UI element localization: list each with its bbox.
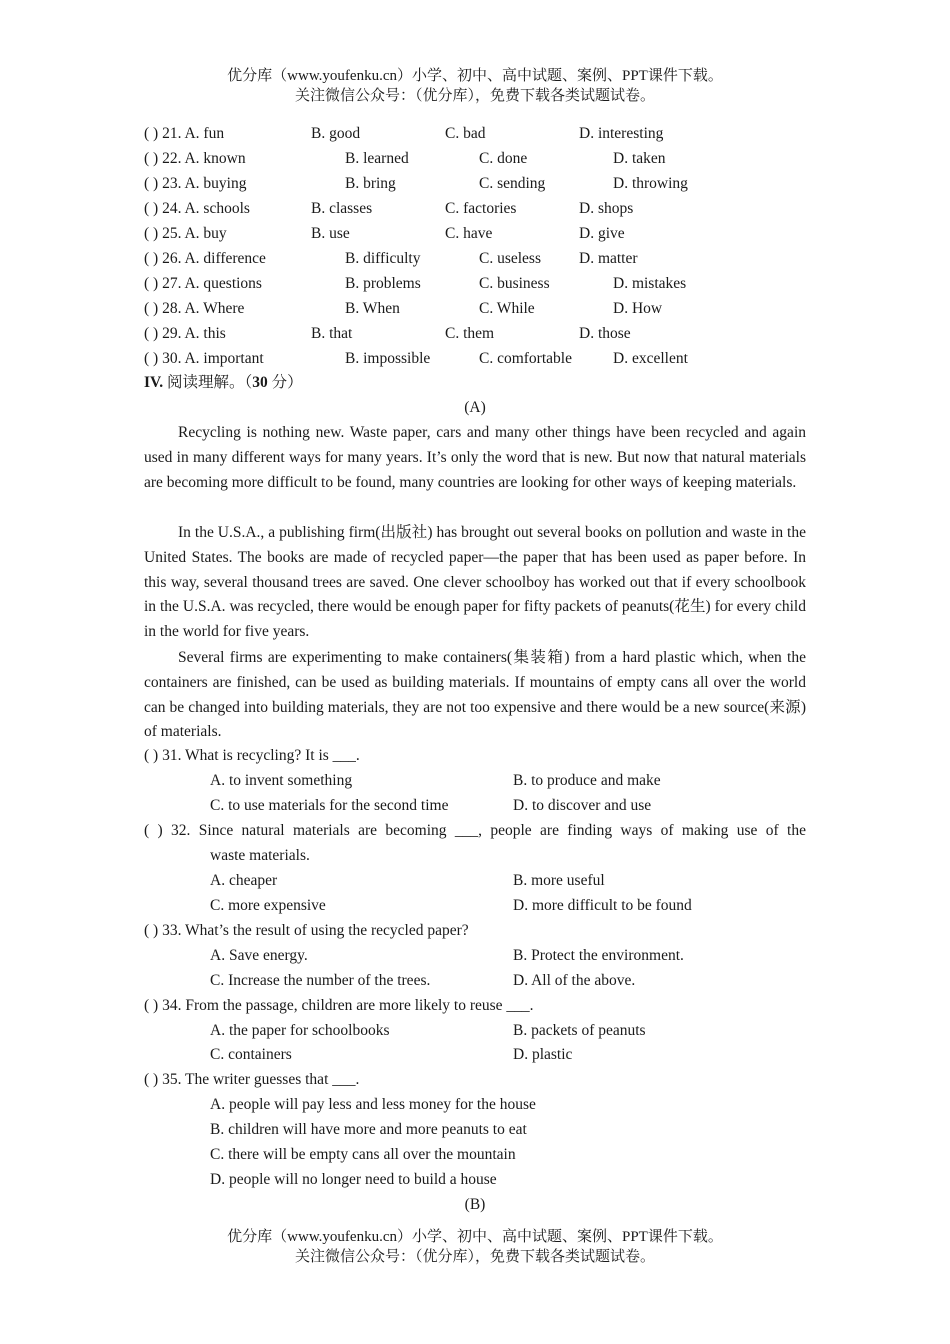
question-34-option-a: A. the paper for schoolbooks xyxy=(210,1022,390,1039)
cloze-option-b: B. difficulty xyxy=(345,250,421,267)
cloze-option-d: D. matter xyxy=(579,250,638,267)
cloze-question-row xyxy=(0,274,950,299)
question-34-option-c: C. containers xyxy=(210,1046,292,1063)
cloze-option-d: D. interesting xyxy=(579,125,664,142)
question-32-option-c: C. more expensive xyxy=(210,897,326,914)
cloze-option-c: C. bad xyxy=(445,125,486,142)
cloze-option-d: D. throwing xyxy=(613,175,688,192)
question-33-option-c: C. Increase the number of the trees. xyxy=(210,972,431,989)
cloze-question-row xyxy=(0,124,950,149)
question-33-option-d: D. All of the above. xyxy=(513,972,636,989)
question-35-option-d: D. people will no longer need to build a house xyxy=(210,1171,497,1188)
section-score: 30 xyxy=(252,374,268,391)
cloze-question-row xyxy=(0,224,950,249)
cloze-option-b: B. classes xyxy=(311,200,373,217)
question-31-option-c: C. to use materials for the second time xyxy=(210,797,449,814)
cloze-option-c: C. sending xyxy=(479,175,546,192)
paragraph-text: Several firms are experimenting to make containers(集装箱) from a hard plastic which, when the containers are finished, can be used as building materials. If mountains of empty cans all over the world can be changed into building materials, they are not too expensive and there would be a new source(来源) of materials. xyxy=(144,649,806,741)
cloze-option-c: C. While xyxy=(479,300,535,317)
header-line-2: 关注微信公众号：（优分库），免费下载各类试题试卷。 xyxy=(294,88,655,104)
cloze-question-number-option-a: ( ) 29. A. this xyxy=(144,325,226,342)
question-33-option-a: A. Save energy. xyxy=(210,947,308,964)
cloze-question-number-option-a: ( ) 30. A. important xyxy=(144,350,264,367)
section-title: 阅读理解。（ xyxy=(163,374,253,391)
passage-a-paragraph-3 xyxy=(144,646,806,745)
footer-line-2: 关注微信公众号：（优分库），免费下载各类试题试卷。 xyxy=(294,1249,655,1265)
cloze-option-d: D. give xyxy=(579,225,625,242)
cloze-option-c: C. them xyxy=(445,325,495,342)
question-32-stem-continued: waste materials. xyxy=(210,847,310,864)
cloze-option-c: C. business xyxy=(479,275,550,292)
cloze-option-b: B. good xyxy=(311,125,361,142)
question-32-stem: ( ) 32. Since natural materials are becoming ___, people are finding ways of making use of the xyxy=(144,822,806,839)
cloze-option-d: D. shops xyxy=(579,200,634,217)
cloze-option-d: D. mistakes xyxy=(613,275,687,292)
cloze-question-row xyxy=(0,199,950,224)
cloze-option-b: B. When xyxy=(345,300,400,317)
passage-a-paragraph-2 xyxy=(144,521,806,645)
cloze-question-number-option-a: ( ) 28. A. Where xyxy=(144,300,245,317)
cloze-option-b: B. problems xyxy=(345,275,421,292)
section-iv-heading xyxy=(144,373,303,393)
cloze-option-d: D. those xyxy=(579,325,631,342)
cloze-option-b: B. bring xyxy=(345,175,396,192)
cloze-question-number-option-a: ( ) 23. A. buying xyxy=(144,175,247,192)
question-33-option-b: B. Protect the environment. xyxy=(513,947,684,964)
cloze-question-row xyxy=(0,174,950,199)
passage-a-paragraph-1 xyxy=(144,421,806,495)
cloze-question-row xyxy=(0,349,950,374)
question-35-option-b: B. children will have more and more peanuts to eat xyxy=(210,1121,527,1138)
cloze-option-b: B. use xyxy=(311,225,350,242)
cloze-option-c: C. useless xyxy=(479,250,541,267)
cloze-question-row xyxy=(0,324,950,349)
cloze-option-d: D. taken xyxy=(613,150,666,167)
cloze-option-b: B. that xyxy=(311,325,353,342)
section-score-suffix: 分） xyxy=(267,374,303,391)
cloze-question-number-option-a: ( ) 26. A. difference xyxy=(144,250,266,267)
cloze-question-row xyxy=(0,149,950,174)
question-35-option-c: C. there will be empty cans all over the mountain xyxy=(210,1146,516,1163)
question-35-option-a: A. people will pay less and less money for the house xyxy=(210,1096,536,1113)
question-34-stem: ( ) 34. From the passage, children are more likely to reuse ___. xyxy=(144,997,534,1014)
question-32-option-b: B. more useful xyxy=(513,872,605,889)
paragraph-text: In the U.S.A., a publishing firm(出版社) has brought out several books on pollution and waste in the United States. The books are made of recycled paper—the paper that has been used as paper before. In this way, several thousand trees are saved. One clever schoolboy has worked out that if every schoolbook in the U.S.A. was recycled, there would be enough paper for fifty packets of peanuts(花生) for every child in the world for five years. xyxy=(144,524,806,641)
passage-b-label: (B) xyxy=(464,1196,486,1213)
cloze-question-number-option-a: ( ) 24. A. schools xyxy=(144,200,250,217)
cloze-option-b: B. impossible xyxy=(345,350,431,367)
cloze-question-row xyxy=(0,249,950,274)
question-34-option-d: D. plastic xyxy=(513,1046,573,1063)
cloze-option-c: C. comfortable xyxy=(479,350,572,367)
question-35-stem: ( ) 35. The writer guesses that ___. xyxy=(144,1071,360,1088)
question-34-option-b: B. packets of peanuts xyxy=(513,1022,646,1039)
cloze-option-c: C. factories xyxy=(445,200,517,217)
cloze-question-number-option-a: ( ) 25. A. buy xyxy=(144,225,227,242)
cloze-question-row xyxy=(0,299,950,324)
section-numeral: IV. xyxy=(144,374,164,391)
cloze-question-number-option-a: ( ) 27. A. questions xyxy=(144,275,262,292)
question-31-stem: ( ) 31. What is recycling? It is ___. xyxy=(144,747,360,764)
footer-line-1: 优分库（www.youfenku.cn）小学、初中、高中试题、案例、PPT课件下载。 xyxy=(227,1229,723,1245)
passage-a-label: (A) xyxy=(464,399,486,416)
cloze-option-d: D. How xyxy=(613,300,663,317)
cloze-option-d: D. excellent xyxy=(613,350,688,367)
cloze-question-number-option-a: ( ) 22. A. known xyxy=(144,150,246,167)
header-line-1: 优分库（www.youfenku.cn）小学、初中、高中试题、案例、PPT课件下载。 xyxy=(227,68,723,84)
question-31-option-b: B. to produce and make xyxy=(513,772,661,789)
question-31-option-d: D. to discover and use xyxy=(513,797,652,814)
paragraph-text: Recycling is nothing new. Waste paper, cars and many other things have been recycled and again used in many different ways for many years. It’s only the word that is new. But now that natural materials are becoming more difficult to be found, many countries are looking for other ways of keeping materials. xyxy=(144,424,806,491)
question-32-option-d: D. more difficult to be found xyxy=(513,897,692,914)
cloze-option-c: C. done xyxy=(479,150,528,167)
cloze-question-number-option-a: ( ) 21. A. fun xyxy=(144,125,225,142)
cloze-option-b: B. learned xyxy=(345,150,409,167)
question-33-stem: ( ) 33. What’s the result of using the recycled paper? xyxy=(144,922,469,939)
question-31-option-a: A. to invent something xyxy=(210,772,353,789)
question-32-option-a: A. cheaper xyxy=(210,872,278,889)
cloze-option-c: C. have xyxy=(445,225,493,242)
